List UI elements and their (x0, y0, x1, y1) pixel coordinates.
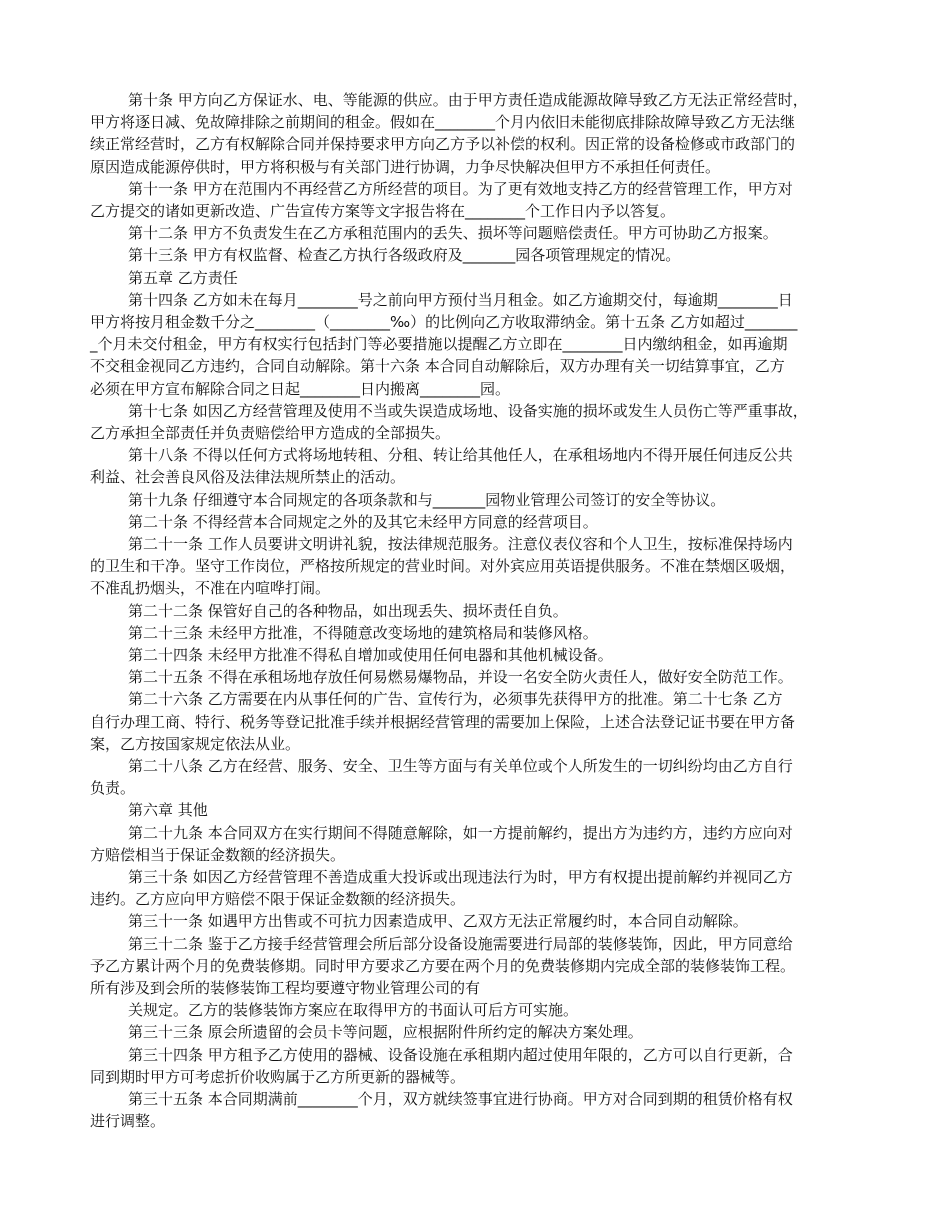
document-line: 进行调整。 (90, 1112, 166, 1131)
document-line: 第五章 乙方责任 (128, 268, 238, 287)
document-line: 第二十四条 未经甲方批准不得私自增加或使用任何电器和其他机械设备。 (128, 646, 613, 664)
document-line: 第二十五条 不得在承租场地存放任何易燃易爆物品，并设一名安全防火责任人，做好安全防范工作。 (128, 668, 793, 687)
document-line: 第三十五条 本合同期满前________个月，双方就续签事宜进行协商。甲方对合同到期的租赁价格有权 (128, 1090, 793, 1108)
document-line: 甲方将按月租金数千分之________（________‰）的比例向乙方收取滞纳金。第十五条 乙方如超过_______ (90, 313, 798, 331)
document-line: 第十条 甲方向乙方保证水、电、等能源的供应。由于甲方责任造成能源故障导致乙方无法正常经营时， (128, 91, 808, 109)
document-line: 第三十四条 甲方租予乙方使用的器械、设备设施在承租期内超过使用年限的，乙方可以自行更新，合 (128, 1045, 793, 1064)
document-line: 乙方承担全部责任并负责赔偿给甲方造成的全部损失。 (90, 424, 451, 442)
document-line: 必须在甲方宣布解除合同之日起________日内搬离________园。 (90, 379, 511, 398)
document-line: 不准乱扔烟头，不准在内喧哗打闹。 (90, 579, 331, 598)
document-line: 案，乙方按国家规定依法从业。 (90, 734, 301, 753)
document-line: 第二十条 不得经营本合同规定之外的及其它未经甲方同意的经营项目。 (128, 512, 598, 531)
document-line: 第十三条 甲方有权监督、检查乙方执行各级政府及_______园各项管理规定的情况。 (128, 246, 681, 265)
document-line: 第六章 其他 (128, 801, 208, 820)
document-line: 利益、社会善良风俗及法律法规所禁止的活动。 (90, 468, 406, 487)
document-line: 续正常经营时，乙方有权解除合同并保持要求甲方向乙方予以补偿的权利。因正常的设备检修或市政部门的 (90, 135, 796, 154)
document-line: 第十二条 甲方不负责发生在乙方承租范围内的丢失、损坏等问题赔偿责任。甲方可协助乙方报案。 (128, 224, 778, 243)
document-line: 第二十六条 乙方需要在内从事任何的广告、宣传行为，必须事先获得甲方的批准。第二十七条 乙方 (128, 690, 783, 709)
document-line: 方赔偿相当于保证金数额的经济损失。 (90, 845, 346, 864)
document-line: 第十八条 不得以任何方式将场地转租、分租、转让给其他任人，在承租场地内不得开展任何违反公共 (128, 446, 793, 465)
document-line: 甲方将逐日减、免故障排除之前期间的租金。假如在________个月内依旧未能彻底排除故障导致乙方无法继 (90, 113, 796, 132)
document-line: 第三十二条 鉴于乙方接手经营管理会所后部分设备设施需要进行局部的装修装饰，因此，甲方同意给 (128, 934, 793, 953)
document-line: 第十九条 仔细遵守本合同规定的各项条款和与_______园物业管理公司签订的安全等协议。 (128, 490, 726, 509)
document-line: 第二十二条 保管好自己的各种物品，如出现丢失、损坏责任自负。 (128, 601, 568, 620)
document-line: 予乙方累计两个月的免费装修期。同时甲方要求乙方要在两个月的免费装修期内完成全部的装修装饰工程。 (90, 956, 796, 975)
document-line: 第二十三条 未经甲方批准，不得随意改变场地的建筑格局和装修风格。 (128, 623, 598, 642)
document-line: 第十一条 甲方在范围内不再经营乙方所经营的项目。为了更有效地支持乙方的经营管理工作，甲方对 (128, 179, 793, 198)
document-line: 原因造成能源停供时，甲方将积极与有关部门进行协调，力争尽快解决但甲方不承担任何责任。 (90, 157, 721, 176)
document-line: 乙方提交的诸如更新改造、广告宣传方案等文字报告将在________个工作日内予以答复。 (90, 202, 676, 220)
document-line: 不交租金视同乙方违约，合同自动解除。第十六条 本合同自动解除后，双方办理有关一切结算事宜，乙方 (90, 357, 785, 376)
document-line: 同到期时甲方可考虑折价收购属于乙方所更新的器械等。 (90, 1067, 466, 1086)
document-line: 第十七条 如因乙方经营管理及使用不当或失误造成场地、设备实施的损坏或发生人员伤亡等严重事故， (128, 401, 808, 420)
document-line: 第三十一条 如遇甲方出售或不可抗力因素造成甲、乙双方无法正常履约时，本合同自动解除。 (128, 912, 748, 931)
document-line: 负责。 (90, 779, 136, 798)
document-line: 第十四条 乙方如未在每月________号之前向甲方预付当月租金。如乙方逾期交付，每逾期________日 (128, 290, 793, 309)
document-line: 第二十九条 本合同双方在实行期间不得随意解除，如一方提前解约，提出方为违约方，违约方应向对 (128, 823, 793, 842)
document-line: 第三十条 如因乙方经营管理不善造成重大投诉或出现违法行为时，甲方有权提出提前解约并视同乙方 (128, 868, 793, 886)
document-line: 第三十三条 原会所遗留的会员卡等问题，应根据附件所约定的解决方案处理。 (128, 1023, 643, 1042)
document-line: 第二十八条 乙方在经营、服务、安全、卫生等方面与有关单位或个人所发生的一切纠纷均由乙方自行 (128, 757, 793, 775)
document-line: 的卫生和干净。坚守工作岗位，严格按所规定的营业时间。对外宾应用英语提供服务。不准在禁烟区吸烟， (90, 557, 796, 576)
document-line: 违约。乙方应向甲方赔偿不限于保证金数额的经济损失。 (90, 890, 466, 909)
document-line: 自行办理工商、特行、税务等登记批准手续并根据经营管理的需要加上保险，上述合法登记证书要在甲方备 (90, 712, 796, 731)
document-line: 第二十一条 工作人员要讲文明讲礼貌，按法律规范服务。注意仪表仪容和个人卫生，按标准保持场内 (128, 535, 793, 553)
document-line: 关规定。乙方的装修装饰方案应在取得甲方的书面认可后方可实施。 (128, 1001, 579, 1020)
document-line: _个月未交付租金，甲方有权实行包括封门等必要措施以提醒乙方立即在________日内缴纳租金，如再逾期 (90, 335, 788, 354)
document-line: 所有涉及到会所的装修装饰工程均要遵守物业管理公司的有 (90, 979, 481, 997)
